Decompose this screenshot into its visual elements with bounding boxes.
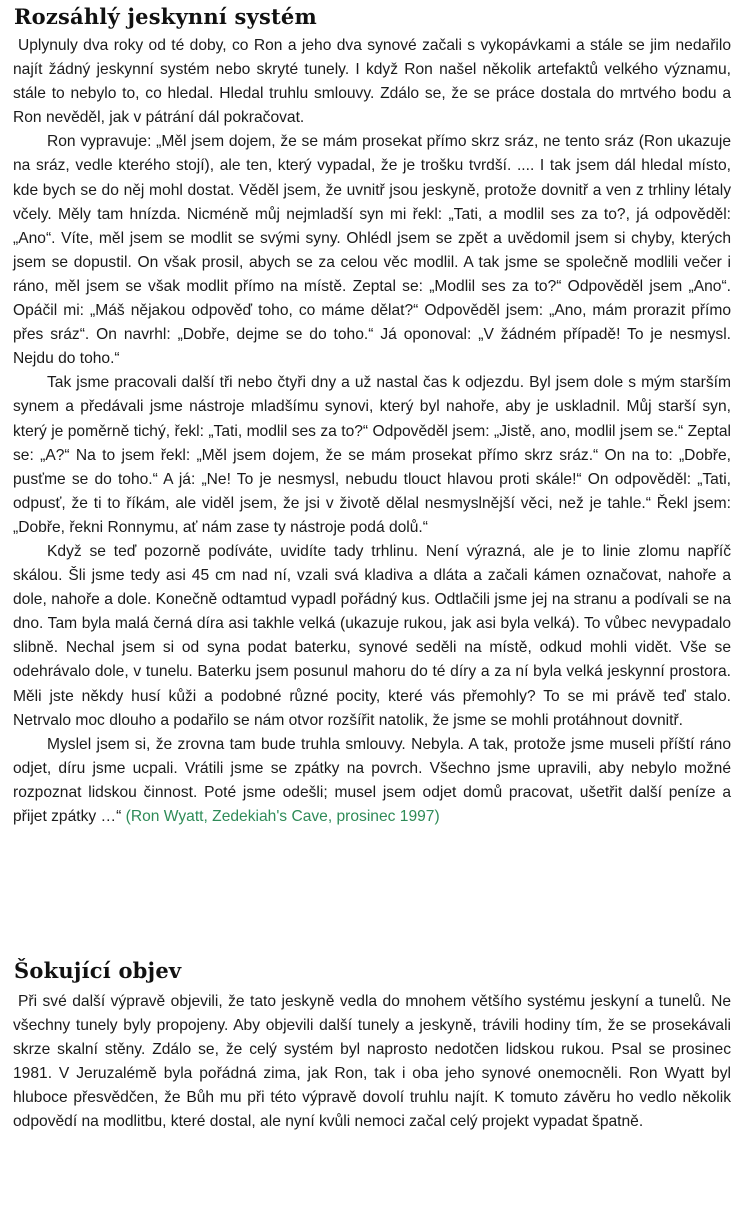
paragraph-4: Když se teď pozorně podíváte, uvidíte tady trhlinu. Není výrazná, ale je to linie zlomu napříč skálou. Šli jsme tedy asi 45 cm nad ní, vzali svá kladiva a dláta a začali kámen označovat, nahoře a dole, nahoře a dole. Konečně odtamtud vypadl pořádný kus. Odtlačili jsme jej na stranu a podívali se na dno. Tam byla malá černá díra asi takhle velká (ukazuje rukou, jak asi byla velká). To vůbec nevypadalo slibně. Nechal jsem si od syna podat baterku, synové seděli na místě, odkud mohli vidět. Vše se odehrávalo dole, v tunelu. Baterku jsem posunul mahoru do té díry a za ní byla velká jeskynní prostora. Měli jste někdy husí kůži a podobné různé pocity, které vás přemohly? To se mi právě teď stalo. Netrvalo moc dlouho a podařilo se nám otvor rozšířit natolik, že jsme se mohli protáhnout dovnitř. [13, 542, 731, 729]
paragraph-5-text: Myslel jsem si, že zrovna tam bude truhla smlouvy. Nebyla. A tak, protože jsme museli příští ráno odjet, díru jsme ucpali. Vrátili jsme se zpátky na povrch. Všechno jsme upravili, aby nebylo možné rozpoznat lidskou činnost. Poté jsme odešli; musel jsem odjet domů pracovat, ušetřit další peníze a přijet zpátky …“ [13, 735, 731, 825]
paragraph-3: Tak jsme pracovali další tři nebo čtyři dny a už nastal čas k odjezdu. Byl jsem dole s mým starším synem a předávali jsme nástroje mladšímu synovi, který byl nahoře, aby je uskladnil. Můj starší syn, který je poměrně tichý, řekl: „Tati, modlil ses za to?“ Odpověděl jsem: „Jistě, ano, modlil jsem se.“ Zeptal se: „A?“ Na to jsem řekl: „Měl jsem dojem, že se mám prosekat přímo skrz sráz.“ On na to: „Dobře, pusťme se do toho.“ A já: „Ne! To je nesmysl, nebudu tlouct hlavou proti skále!“ On odpověděl: „Tati, odpusť, že ti to říkám, ale viděl jsem, že jsi v životě dělal nesmyslnější věci, než je tahle.“ Řekl jsem: „Dobře, řekni Ronnymu, ať nám zase ty nástroje podá dolů.“ [13, 374, 731, 536]
paragraph-6: Při své další výpravě objevili, že tato jeskyně vedla do mnohem většího systému jeskyní a tunelů. Ne všechny tunely byly propojeny. Aby objevili další tunely a jeskyně, trávili hodiny tím, že se prosekávali skrze skalní stěny. Zdálo se, že celý systém byl naprosto nedotčen lidskou rukou. Psal se prosinec 1981. V Jeruzalémě byla pořádná zima, jak Ron, tak i oba jeho synové onemocněli. Ron Wyatt byl hluboce přesvědčen, že Bůh mu při této výpravě dovolí truhlu najít. K tomuto závěru ho vedlo několik odpovědí na modlitbu, které dostal, ale nyní kvůli nemoci začal celý projekt vypadat špatně. [13, 993, 731, 1131]
paragraph-1: Uplynuly dva roky od té doby, co Ron a jeho dva synové začali s vykopávkami a stále se jim nedařilo najít žádný jeskynní systém nebo skryté tunely. I když Ron našel několik artefaktů velkého významu, stále to nebylo to, co hledal. Hledal truhlu smlouvy. Zdálo se, že se práce dostala do mrtvého bodu a Ron nevěděl, jak v pátrání dál pokračovat. [13, 37, 731, 127]
citation: (Ron Wyatt, Zedekiah's Cave, prosinec 1997) [125, 808, 440, 825]
section-heading-cave-system: Rozsáhlý jeskynní systém [14, 4, 317, 29]
section-shocking-discovery-body [13, 990, 731, 1135]
paragraph-5 [13, 733, 731, 829]
paragraph-2: Ron vypravuje: „Měl jsem dojem, že se mám prosekat přímo skrz sráz, ne tento sráz (Ron ukazuje na sráz, vedle kterého stojí), ale ten, který vypadal, že je trošku tvrdší. .... I tak jsem dál hledal místo, kde bych se do něj mohl dostat. Věděl jsem, že uvnitř jsou jeskyně, protože dovnitř a ven z trhliny létaly včely. Měly tam hnízda. Nicméně můj nejmladší syn mi řekl: „Tati, a modlil ses za to?, já odpověděl: „Ano“. Víte, měl jsem se modlit se svými syny. Ohlédl jsem se zpět a uvědomil jsem si chyby, kterých jsem se dopustil. On však prosil, abych se za celou věc modlil. A tak jsme se společně modlili večer i ráno, měl jsem se však modlit přímo na místě. Zeptal se: „Modlil ses za to?“ Odpověděl jsem „Ano“. Opáčil mi: „Máš nějakou odpověď toho, co máme dělat?“ Odpověděl jsem: „Ano, mám prorazit přímo přes sráz“. On navrhl: „Dobře, dejme se do toho.“ Já oponoval: „V žádném případě! To je nesmysl. Nejdu do toho.“ [13, 133, 731, 368]
section-cave-system-body [13, 34, 731, 829]
section-heading-shocking-discovery: Šokující objev [14, 958, 182, 983]
